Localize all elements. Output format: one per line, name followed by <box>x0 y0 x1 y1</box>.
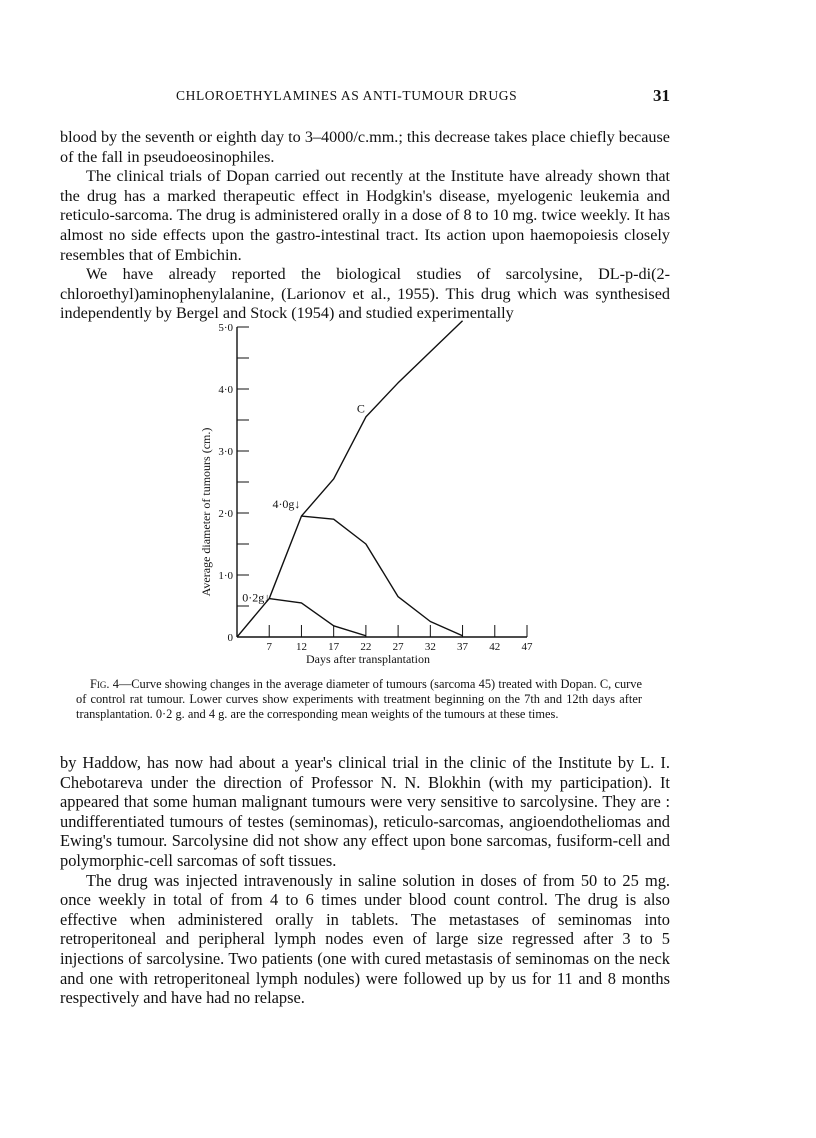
x-tick-label: 12 <box>295 641 307 653</box>
x-tick-label: 7 <box>266 641 272 653</box>
chart-lines <box>237 321 463 637</box>
x-tick-label: 27 <box>392 641 404 653</box>
series-line-1 <box>301 516 462 636</box>
x-axis-title: Days after transplantation <box>306 652 430 666</box>
paragraph-continued: blood by the seventh or eighth day to 3–4000/c.mm.; this decrease takes place chiefly because of the fall in pseudoeosinophiles. <box>60 128 670 166</box>
x-tick-label: 37 <box>457 641 469 653</box>
x-tick-label: 47 <box>521 641 533 653</box>
chart-svg <box>196 316 546 672</box>
y-tick-label: 1·0 <box>218 570 233 582</box>
x-tick-label: 42 <box>489 641 501 653</box>
x-tick-label: 17 <box>328 641 340 653</box>
y-tick-label: 3·0 <box>218 446 233 458</box>
paragraph-dopan-trials: The clinical trials of Dopan carried out recently at the Institute have already shown that the drug has a marked therapeutic effect in Hodgkin's disease, myelogenic leukemia and reticulo-sarcoma. The drug is administered orally in a dose of 8 to 10 mg. twice weekly. It has almost no side effects upon the gastro-intestinal tract. Its action upon haemopoiesis closely resembles that of Embichin. <box>60 167 670 264</box>
caption-label: Fig. 4 <box>90 677 119 691</box>
annotation-label: C <box>356 401 365 416</box>
y-tick-label: 5·0 <box>218 322 233 334</box>
figure-4-chart <box>196 316 546 672</box>
y-tick-label: 2·0 <box>218 508 233 520</box>
chart-axes <box>237 327 527 637</box>
paragraph-injection: The drug was injected intravenously in saline solution in doses of from 50 to 25 mg. once weekly in total of from 4 to 6 times under blood count control. The drug is also effective when administered orally in tablets. The metastases of seminomas into retroperitoneal and peripheral lymph nodes even of large size regressed after 3 to 5 injections of sarcolysine. Two patients (one with cured metastasis of seminomas on the neck and one with retroperitoneal lymph nodules) were followed up by us for 11 and 8 months respectively and have had no relapse. <box>60 870 670 1008</box>
chart-ticks <box>237 327 527 637</box>
paragraph-sarcolysine: We have already reported the biological studies of sarcolysine, DL-p-di(2-chloroethyl)aminophenylalanine, (Larionov et al., 1955). This drug which was synthesised independently by Bergel and Stock (1954) and studied experimentally <box>60 265 670 323</box>
chart-labels <box>199 322 533 666</box>
y-tick-label: 0 <box>227 632 233 644</box>
page-header-title: CHLOROETHYLAMINES AS ANTI-TUMOUR DRUGS <box>176 88 518 103</box>
annotation-label: 0·2g↓ <box>242 590 271 605</box>
page-number: 31 <box>653 86 670 105</box>
figure-caption <box>76 677 642 723</box>
series-line-2 <box>269 599 366 636</box>
paragraph-haddow: by Haddow, has now had about a year's clinical trial in the clinic of the Institute by L. I. Chebotareva under the direction of Professor N. N. Blokhin (with my participation). It appeared that some human malignant tumours were very sensitive to sarcolysine. They are : undifferentiated tumours of testes (seminomas), reticulo-sarcomas, angioendotheliomas and Ewing's tumour. Sarcolysine did not show any effect upon bone sarcomas, fusiform-cell and polymorphic-cell sarcomas of soft tissues. <box>60 753 670 870</box>
body-text-bottom <box>60 753 670 1008</box>
annotation-label: 4·0g↓ <box>272 497 301 512</box>
x-tick-label: 22 <box>360 641 372 653</box>
caption-text: —Curve showing changes in the average diameter of tumours (sarcoma 45) treated with Dopan. C, curve of control rat tumour. Lower curves show experiments with treatment beginning on the 7th and 12th days after transplantation. 0·2 g. and 4 g. are the corresponding mean weights of the tumours at these times. <box>76 677 642 722</box>
series-line-0 <box>237 321 463 637</box>
y-tick-label: 4·0 <box>218 384 233 396</box>
y-axis-title: Average diameter of tumours (cm.) <box>199 427 213 597</box>
body-text-top <box>60 128 670 324</box>
x-tick-label: 32 <box>424 641 436 653</box>
